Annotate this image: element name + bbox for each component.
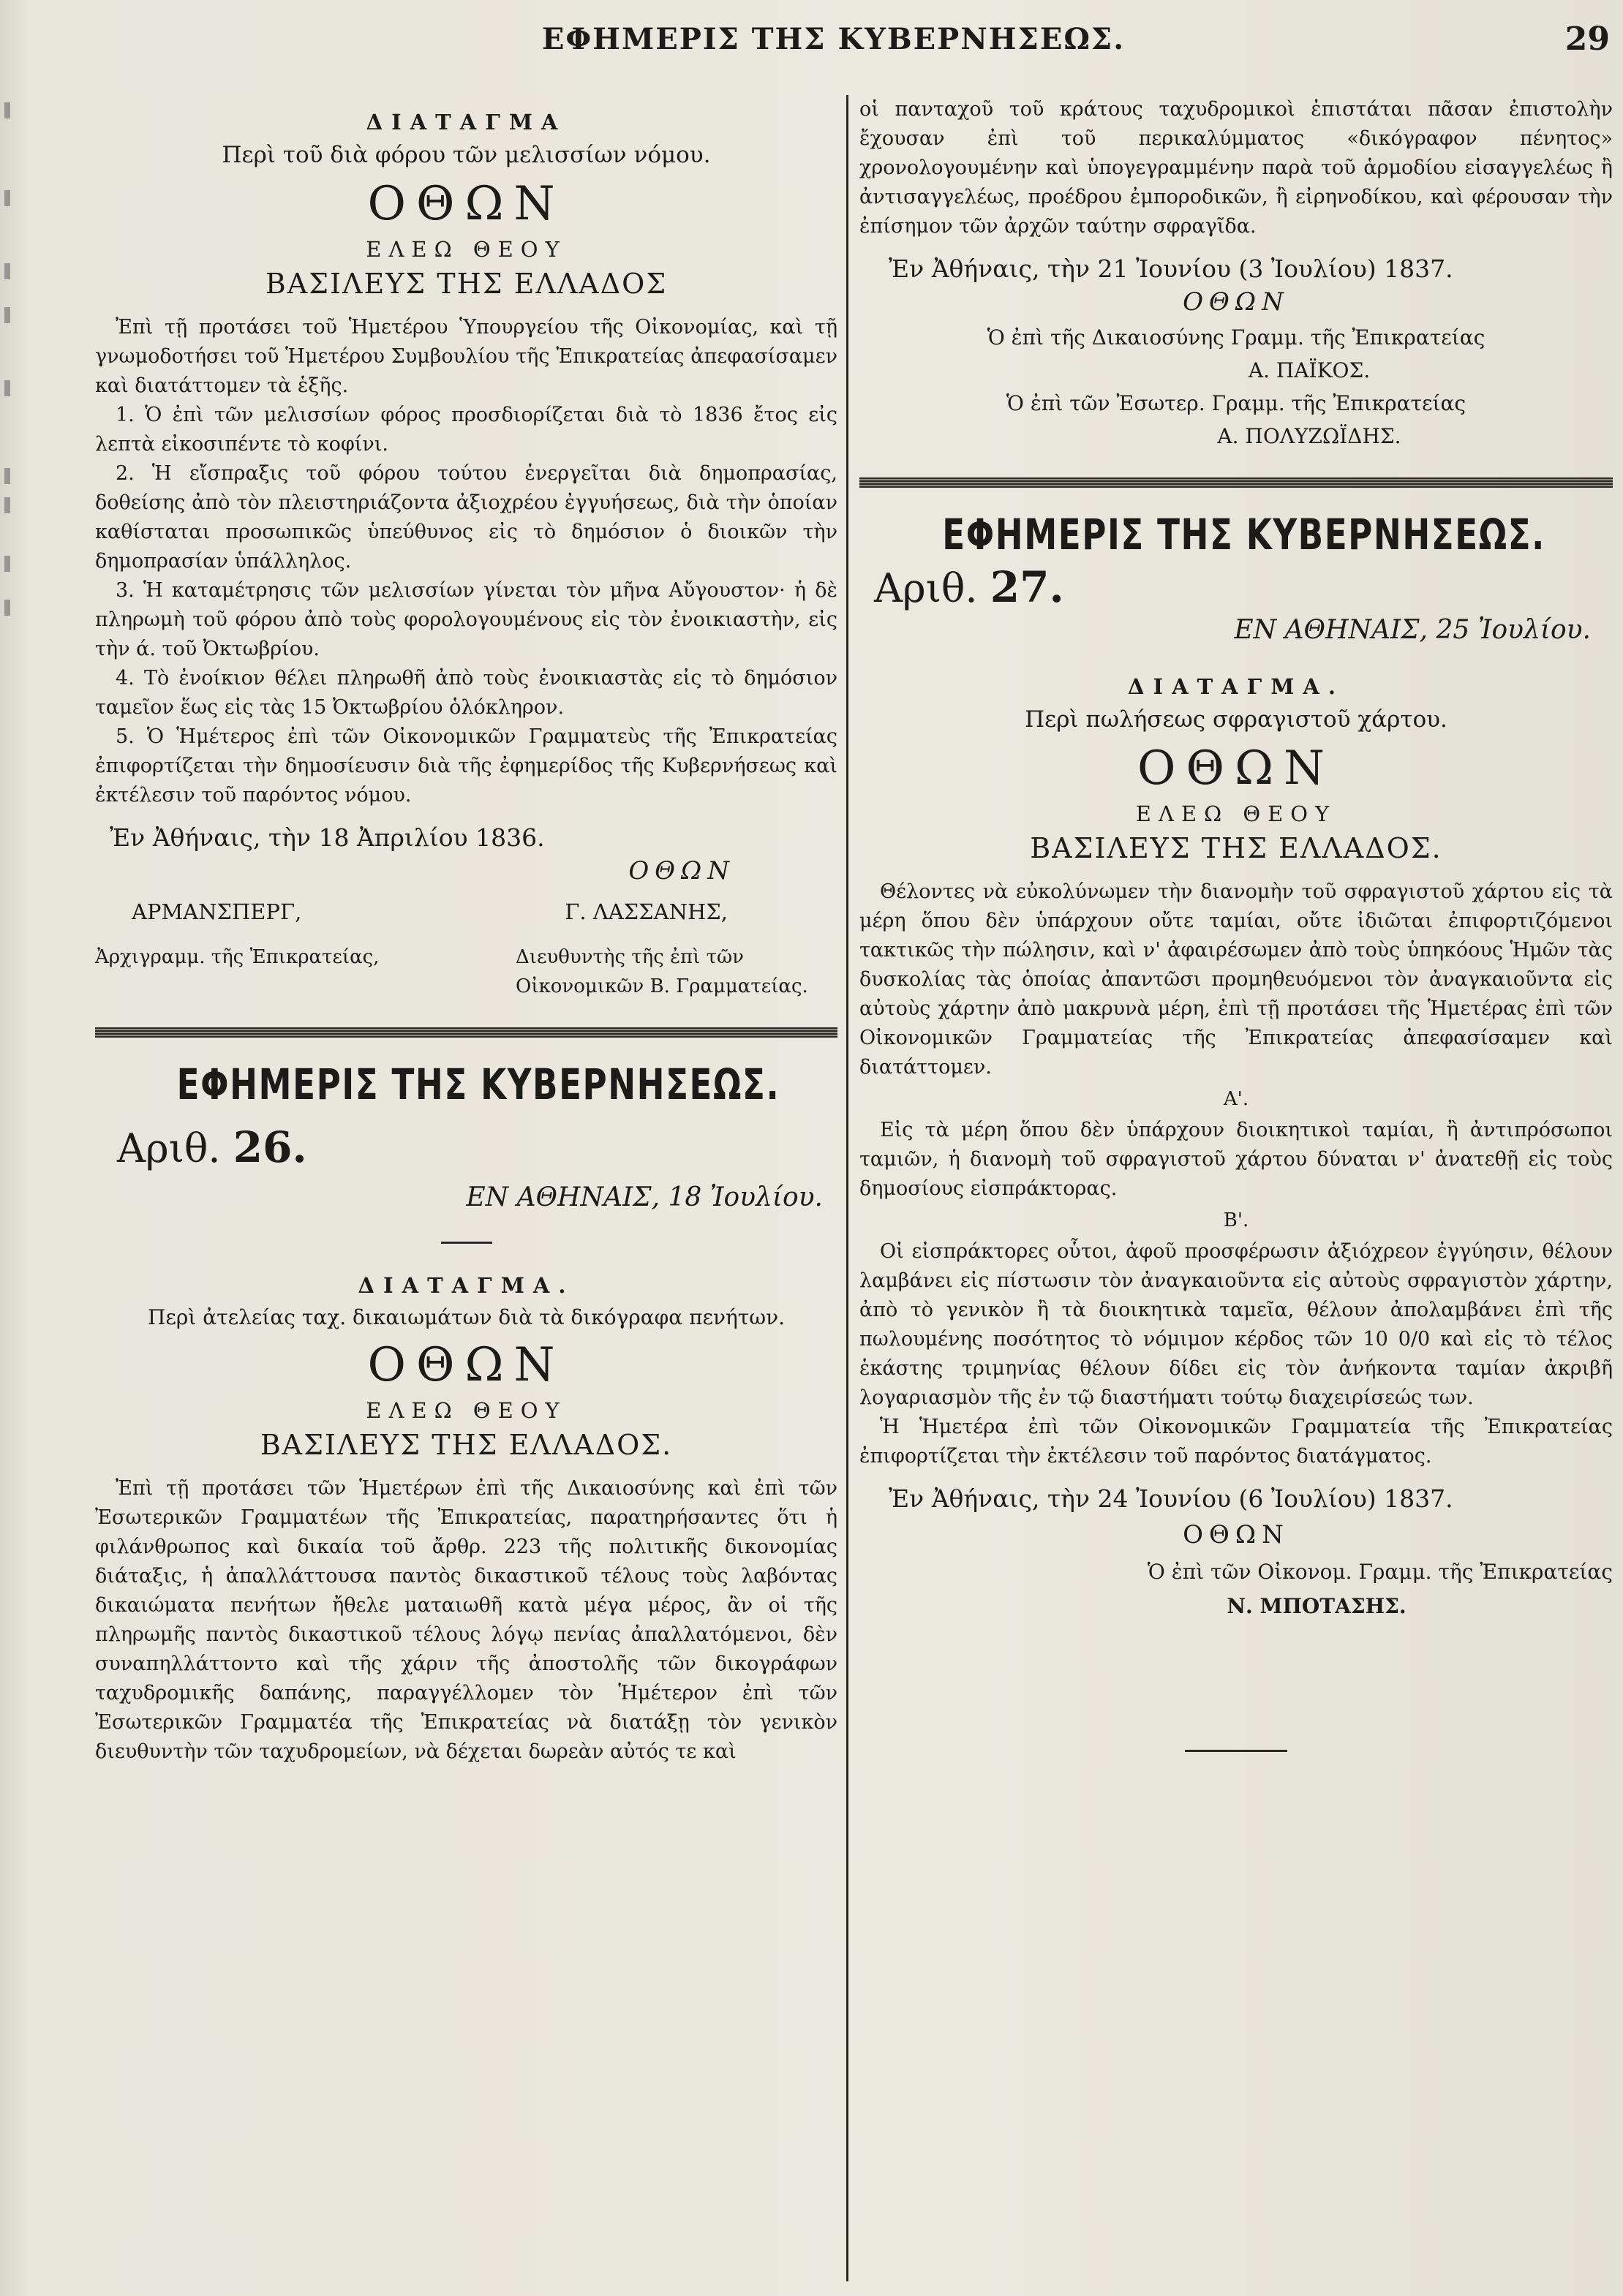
- decree-paragraph: Ἐπὶ τῇ προτάσει τοῦ Ἡμετέρου Ὑπουργείου τῆς Οἰκονομίας, καὶ τῇ γνωμοδοτήσει τοῦ Ἡμετέρου Συμβουλίου τῆς Ἐπικρατείας ἀπεφασίσαμεν καὶ διατάττομεν τὰ ἑξῆς.: [95, 316, 837, 397]
- page-number: 29: [1564, 20, 1610, 58]
- decree-article-1: 1. Ὁ ἐπὶ τῶν μελισσίων φόρος προσδιορίζεται διὰ τὸ 1836 ἔτος εἰς λεπτὰ εἰκοσιπέντε τὸ κοφίνι.: [95, 404, 837, 456]
- left-column: [95, 95, 837, 1767]
- minister-title: Ὁ ἐπὶ τῶν Οἰκονομ. Γραμμ. τῆς Ἐπικρατείας: [1147, 1560, 1613, 1584]
- issue-line: [95, 1122, 837, 1172]
- end-rule: [1185, 1750, 1287, 1752]
- king-of-greece: ΒΑΣΙΛΕΥΣ ΤΗΣ ΕΛΛΑΔΟΣ.: [260, 1429, 673, 1461]
- section-rule: [859, 477, 1613, 488]
- decree-article-2: 2. Ἡ εἴσπραξις τοῦ φόρου τούτου ἐνεργεῖται διὰ δημοπρασίας, δοθείσης ἀπὸ τὸν πλειστηριάζοντα ἀξιοχρέου ἐγγυήσεως, διὰ τὴν ὁποίαν καθίσταται προσωπικῶς ὑπεύθυνος εἰς τὸ δημόσιον ὁ διοικῶν τὴν δημοπρασίαν ὑπάλληλος.: [95, 462, 837, 573]
- king-name: ΟΘΩΝ: [367, 177, 565, 231]
- decree-subtitle: Περὶ τοῦ διὰ φόρου τῶν μελισσίων νόμου.: [222, 142, 711, 168]
- issue-line: [859, 562, 1613, 612]
- decree-intro: Θέλοντες νὰ εὐκολύνωμεν τὴν διανομὴν τοῦ σφραγιστοῦ χάρτου εἰς τὰ μέρη ὅπου δὲν ὑπάρχουν οὔτε ταμίαι, οὔτε ἰδιῶται ἐπιφορτιζόμενοι τακτικῶς τὴν πώλησιν, καὶ ν' ἀφαιρέσωμεν ἀπὸ τοὺς ὑπηκόους Ἡμῶν τὰς δυσκολίας τὰς ὁποίας ἀπαντῶσι προμηθευόμενοι τὸν ἀναγκαιοῦντα εἰς αὐτοὺς χάρτην ἀπὸ μακρυνὰ μέρη, ἐπὶ τῇ προτάσει τῆς Ἡμετέρας ἐπὶ τῶν Οἰκονομικῶν Γραμματείας τῆς Ἐπικρατείας ἀπεφασίσαμεν καὶ διατάττομεν.: [859, 880, 1613, 1079]
- decree-subtitle: Περὶ ἀτελείας ταχ. δικαιωμάτων διὰ τὰ δικόγραφα πενήτων.: [147, 1305, 786, 1329]
- minister-name: Α. ΠΟΛΥΖΩΪΔΗΣ.: [1217, 424, 1401, 448]
- decree-article-b: Οἱ εἰσπράκτορες οὗτοι, ἀφοῦ προσφέρωσιν ἀξιόχρεον ἐγγύησιν, θέλουν λαμβάνει εἰς πίστωσιν τὸν ἀναγκαιοῦντα εἰς αὐτοὺς σφραγιστὸν χάρτην, ἀπὸ τὸ γενικὸν ἢ τὰ διοικητικὰ ταμεῖα, θέλουν ἀπολαμβάνει ἐπὶ τῆς πωλουμένης ποσότητος τὸ νόμιμον κέρδος τῶν 10 0/0 καὶ εἰς τὸ τέλος ἑκάστης τριμηνίας θέλουν δίδει εἰς τὸν ἀνήκοντα ταμίαν ἀκριβῆ λογαριασμὸν τῆς ἐν τῷ διαστήματι τούτῳ διαχειρίσεώς των.: [859, 1240, 1613, 1409]
- signer-left-title: Ἀρχιγραμμ. τῆς Ἐπικρατείας,: [95, 946, 380, 968]
- king-of-greece: ΒΑΣΙΛΕΥΣ ΤΗΣ ΕΛΛΑΔΟΣ.: [1030, 832, 1442, 864]
- column-divider: [846, 95, 848, 2281]
- by-grace-of-god: ΕΛΕΩ ΘΕΟΥ: [366, 1398, 567, 1423]
- right-column: [859, 95, 1613, 1752]
- signature-otho: ΟΘΩΝ: [1183, 1520, 1289, 1549]
- left-margin-marks: [0, 88, 22, 746]
- issue-value: 27.: [990, 562, 1064, 612]
- minister-title: Ὁ ἐπὶ τῶν Ἐσωτερ. Γραμμ. τῆς Ἐπικρατείας: [1006, 391, 1466, 415]
- king-name: ΟΘΩΝ: [1137, 741, 1335, 796]
- decree-article-c: Ἡ Ἡμετέρα ἐπὶ τῶν Οἰκονομικῶν Γραμματεία τῆς Ἐπικρατείας ἐπιφορτίζεται τὴν ἐκτέλεσιν τοῦ παρόντος διατάγματος.: [859, 1416, 1613, 1468]
- article-letter-a: Α'.: [1223, 1088, 1249, 1110]
- signers-names: [95, 897, 837, 926]
- newspaper-title: ΕΦΗΜΕΡΙΣ ΤΗΣ ΚΥΒΕΡΝΗΣΕΩΣ.: [176, 1060, 780, 1109]
- issue-date: ΕΝ ΑΘΗΝΑΙΣ, 18 Ἰουλίου.: [466, 1182, 823, 1212]
- issue-date: ΕΝ ΑΘΗΝΑΙΣ, 25 Ἰουλίου.: [1234, 615, 1591, 645]
- section-rule: [95, 1027, 837, 1038]
- signature-otho: ΟΘΩΝ: [1183, 287, 1289, 317]
- dateline: Ἐν Ἀθήναις, τὴν 18 Ἀπριλίου 1836.: [110, 823, 545, 852]
- decree-article-4: 4. Τὸ ἐνοίκιον θέλει πληρωθῆ ἀπὸ τοὺς ἐνοικιαστὰς εἰς τὸ δημόσιον ταμεῖον ἕως εἰς τὰς 15 Ὀκτωβρίου ὁλόκληρον.: [95, 667, 837, 719]
- by-grace-of-god: ΕΛΕΩ ΘΕΟΥ: [1135, 801, 1337, 826]
- continued-paragraph: οἱ πανταχοῦ τοῦ κράτους ταχυδρομικοὶ ἐπιστάται πᾶσαν ἐπιστολὴν ἔχουσαν ἐπὶ τοῦ περικαλύμματος «δικόγραφον πένητος» χρονολογουμένην καὶ ὑπογεγραμμένην παρὰ τοῦ ἁρμοδίου εἰσαγγελέως ἢ ἀντισαγγελέως, προέδρου ἐμποροδικῶν, ἢ εἰρηνοδίκου, καὶ φέρουσαν τὴν ἐπίσημον τῶν ἀρχῶν ταύτην σφραγῖδα.: [859, 98, 1613, 238]
- decree-article-5: 5. Ὁ Ἡμέτερος ἐπὶ τῶν Οἰκονομικῶν Γραμματεὺς τῆς Ἐπικρατείας ἐπιφορτίζεται τὴν δημοσίευσιν διὰ τῆς ἐφημερίδος τῆς Κυβερνήσεως καὶ ἐκτέλεσιν τοῦ παρόντος νόμου.: [95, 725, 837, 807]
- dateline: Ἐν Ἀθήναις, τὴν 24 Ἰουνίου (6 Ἰουλίου) 1837.: [889, 1484, 1453, 1513]
- signer-lassanis: Γ. ΛΑΣΣΑΝΗΣ,: [565, 899, 728, 924]
- page-header: [44, 16, 1623, 67]
- decree-heading: ΔΙΑΤΑΓΜΑ.: [1128, 674, 1344, 699]
- issue-number: [874, 562, 1064, 612]
- signers-titles: [95, 943, 837, 1001]
- minister-name: Ν. ΜΠΟΤΑΣΗΣ.: [1227, 1594, 1407, 1618]
- issue-value: 26.: [233, 1122, 307, 1172]
- running-title: ΕΦΗΜΕΡΙΣ ΤΗΣ ΚΥΒΕΡΝΗΣΕΩΣ.: [541, 22, 1126, 56]
- issue-number: [117, 1122, 307, 1172]
- short-divider: [441, 1242, 492, 1244]
- issue-label: Αριθ.: [874, 565, 978, 611]
- decree-article-3: 3. Ἡ καταμέτρησις τῶν μελισσίων γίνεται τὸν μῆνα Αὔγουστον· ἡ δὲ πληρωμὴ τοῦ φόρου ἀπὸ τοὺς φορολογουμένους εἰς τὸν ἐνοικιαστὴν, εἰς τὴν ά. τοῦ Ὀκτωβρίου.: [95, 579, 837, 660]
- decree-heading: ΔΙΑΤΑΓΜΑ: [366, 110, 567, 135]
- signature-otho: ΟΘΩΝ: [628, 856, 735, 885]
- signer-right-title: Διευθυντὴς τῆς ἐπὶ τῶν Οἰκονομικῶν Β. Γραμματείας.: [516, 946, 808, 997]
- king-name: ΟΘΩΝ: [367, 1338, 565, 1392]
- minister-name: Α. ΠΑΪΚΟΣ.: [1248, 358, 1371, 382]
- issue-label: Αριθ.: [117, 1125, 221, 1171]
- decree-paragraph: Ἐπὶ τῇ προτάσει τῶν Ἡμετέρων ἐπὶ τῆς Δικαιοσύνης καὶ ἐπὶ τῶν Ἐσωτερικῶν Γραμματέων τῆς Ἐπικρατείας, παρατηρήσαντες ὅτι ἡ φιλάνθρωπος καὶ δικαία τοῦ ἄρθρ. 223 τῆς πολιτικῆς δικονομίας διάταξις, ἡ ἀπαλλάττουσα παντὸς δικαστικοῦ τέλους τοὺς λαβόντας δικαιώματα πενήτων ἤθελε ματαιωθῆ κατὰ μέγα μέρος, ἂν οἱ τῆς πληρωμῆς παντὸς δικαστικοῦ τέλους λόγῳ πενίας ἀπαλλατόμενοι, δὲν συναπηλλάττοντο καὶ τῆς χάριν τῆς ἀποστολῆς τῶν δικογράφων ταχυδρομικῆς δαπάνης, παραγγέλλομεν τὸν Ἡμέτερον ἐπὶ τῶν Ἐσωτερικῶν Γραμματέα τῆς Ἐπικρατείας νὰ διατάξῃ τὸν γενικὸν διευθυντὴν τῶν ταχυδρομείων, νὰ δέχεται δωρεὰν αὐτός τε καὶ: [95, 1477, 837, 1763]
- king-of-greece: ΒΑΣΙΛΕΥΣ ΤΗΣ ΕΛΛΑΔΟΣ: [265, 268, 668, 300]
- decree-article-a: Εἰς τὰ μέρη ὅπου δὲν ὑπάρχουν διοικητικοὶ ταμίαι, ἢ ἀντιπρόσωποι ταμιῶν, ἡ διανομὴ τοῦ σφραγιστοῦ χάρτου δύναται ν' ἀνατεθῇ εἰς τοὺς δημοσίους εἰσπράκτορας.: [859, 1119, 1613, 1200]
- minister-title: Ὁ ἐπὶ τῆς Δικαιοσύνης Γραμμ. τῆς Ἐπικρατείας: [987, 325, 1485, 350]
- signer-armansperg: ΑΡΜΑΝΣΠΕΡΓ,: [132, 899, 302, 924]
- decree-heading: ΔΙΑΤΑΓΜΑ.: [358, 1273, 575, 1298]
- dateline: Ἐν Ἀθήναις, τὴν 21 Ἰουνίου (3 Ἰουλίου) 1837.: [889, 254, 1453, 283]
- by-grace-of-god: ΕΛΕΩ ΘΕΟΥ: [366, 237, 567, 262]
- article-letter-b: Β'.: [1223, 1209, 1249, 1231]
- newspaper-title: ΕΦΗΜΕΡΙΣ ΤΗΣ ΚΥΒΕΡΝΗΣΕΩΣ.: [942, 510, 1545, 559]
- decree-subtitle: Περὶ πωλήσεως σφραγιστοῦ χάρτου.: [1025, 706, 1447, 733]
